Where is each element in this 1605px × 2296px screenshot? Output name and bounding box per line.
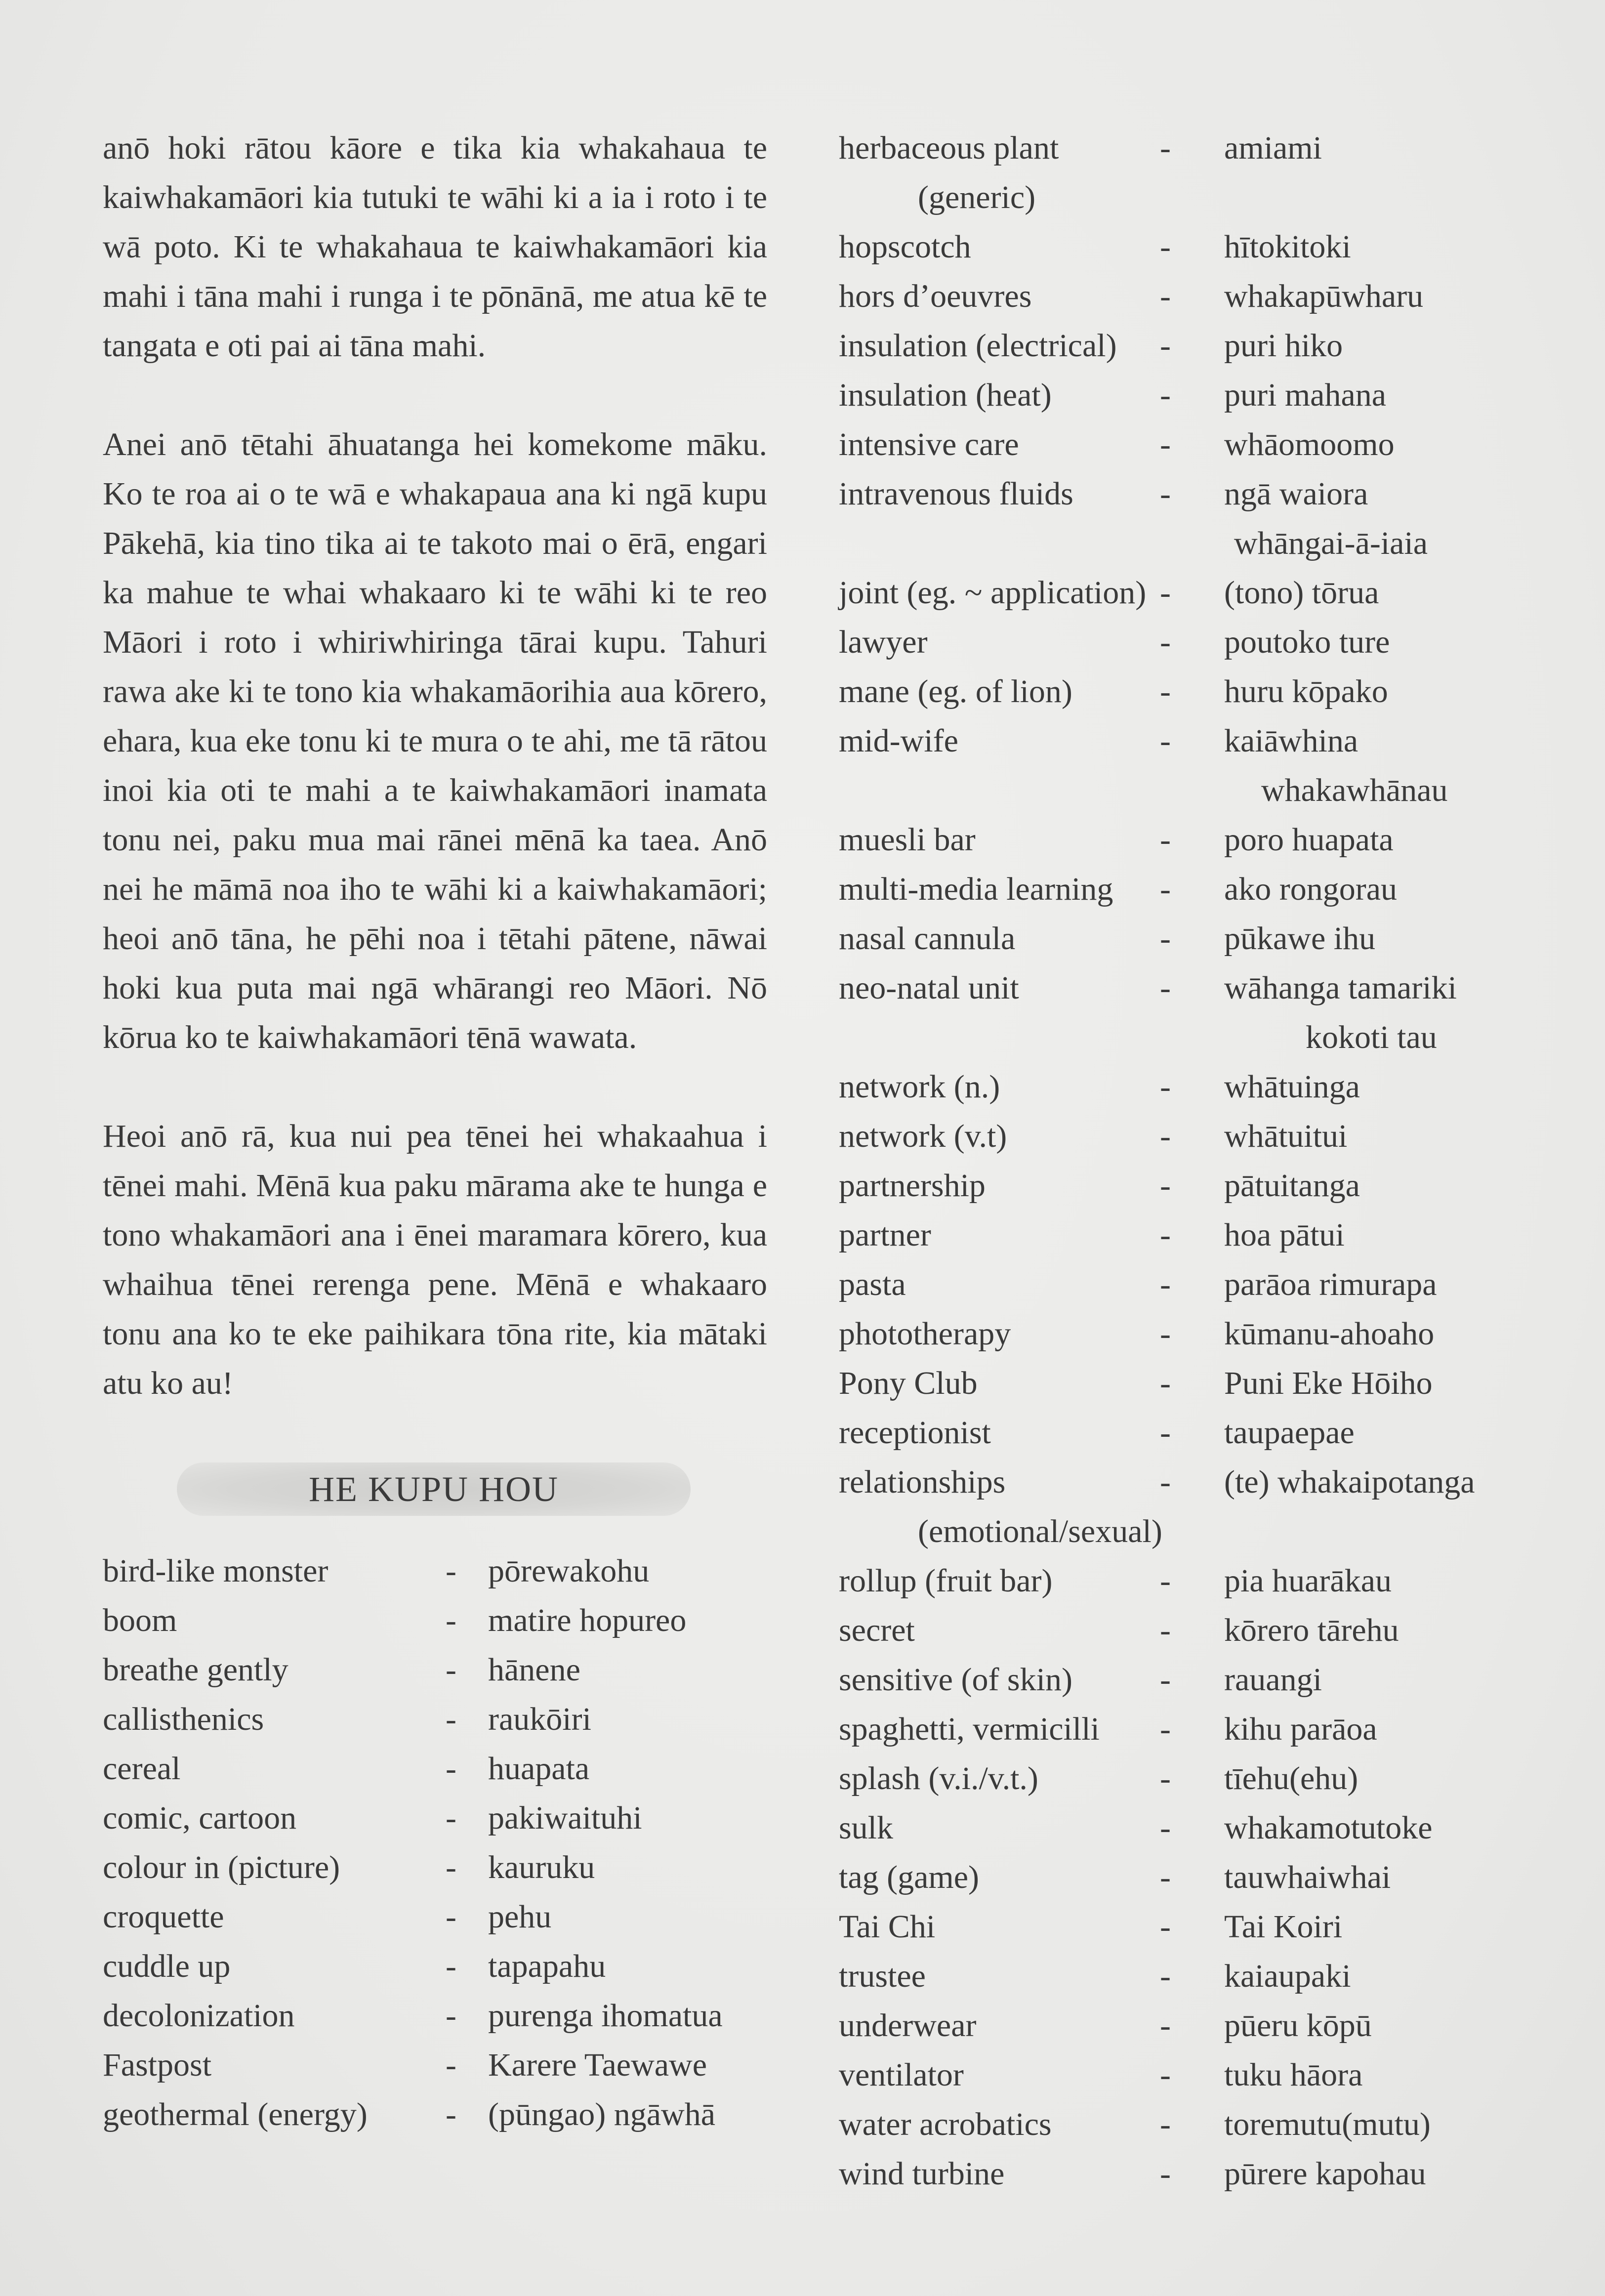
vocab-maori: kaiaupaki [1224, 1958, 1351, 1994]
vocab-english: tag (game) [839, 1859, 980, 1895]
vocab-dash: - [1160, 1415, 1171, 1451]
vocab-maori: ako rongorau [1224, 871, 1398, 907]
vocab-maori: (pūngao) ngāwhā [488, 2096, 716, 2132]
vocab-maori: pehu [488, 1899, 552, 1935]
vocab-row [839, 1062, 1530, 1112]
vocab-maori: Puni Eke Hōiho [1224, 1365, 1433, 1401]
vocab-english: insulation (heat) [839, 377, 1052, 413]
vocab-dash: - [1160, 970, 1171, 1006]
vocab-dash: - [1160, 1711, 1171, 1747]
vocab-row [839, 124, 1530, 173]
vocab-row [839, 2001, 1530, 2050]
vocab-english: network (n.) [839, 1069, 1000, 1105]
vocab-row [103, 1645, 767, 1695]
vocab-row [103, 1546, 767, 1596]
vocab-maori: pakiwaituhi [488, 1800, 642, 1836]
vocab-maori: matire hopureo [488, 1602, 687, 1638]
vocab-row [839, 469, 1530, 519]
vocab-english: cuddle up [103, 1948, 231, 1984]
section-heading-label: HE KUPU HOU [177, 1462, 691, 1516]
vocab-continuation: (emotional/sexual) [918, 1513, 1162, 1549]
vocab-row [839, 1853, 1530, 1902]
vocab-english: trustee [839, 1958, 926, 1994]
vocab-english: hopscotch [839, 229, 971, 265]
vocab-maori: pūkawe ihu [1224, 920, 1376, 957]
vocab-english: Fastpost [103, 2047, 212, 2083]
vocab-row [839, 1952, 1530, 2001]
vocab-row [839, 1211, 1530, 1260]
vocab-english: cereal [103, 1751, 181, 1787]
vocab-row [839, 1408, 1530, 1458]
vocab-maori: amiami [1224, 130, 1322, 166]
vocab-maori: purenga ihomatua [488, 1998, 723, 2034]
vocab-english: rollup (fruit bar) [839, 1563, 1053, 1599]
vocab-dash: - [1160, 2156, 1171, 2192]
vocab-maori: whakamotutoke [1224, 1810, 1433, 1846]
vocab-row [839, 815, 1530, 865]
vocab-english: joint (eg. ~ application) [839, 575, 1147, 611]
vocab-english: network (v.t) [839, 1118, 1007, 1154]
vocab-dash: - [1160, 1909, 1171, 1945]
vocab-maori: pōrewakohu [488, 1553, 650, 1589]
vocab-english: intensive care [839, 426, 1019, 462]
vocab-dash: - [1160, 1662, 1171, 1698]
vocab-maori: toremutu(mutu) [1224, 2106, 1431, 2142]
vocab-english: partner [839, 1217, 931, 1253]
vocab-english: mane (eg. of lion) [839, 673, 1072, 710]
vocab-english: comic, cartoon [103, 1800, 297, 1836]
vocab-maori: tuku hāora [1224, 2057, 1363, 2093]
vocab-dash: - [1160, 1612, 1171, 1648]
vocab-maori: huru kōpako [1224, 673, 1388, 710]
vocab-maori: puri mahana [1224, 377, 1387, 413]
vocab-english: insulation (electrical) [839, 328, 1117, 364]
vocab-dash: - [1160, 1316, 1171, 1352]
vocab-english: phototherapy [839, 1316, 1011, 1352]
vocab-dash: - [1160, 1760, 1171, 1796]
vocab-dash: - [1160, 822, 1171, 858]
vocab-dash: - [1160, 1365, 1171, 1401]
section-heading [103, 1462, 767, 1517]
vocab-row [839, 1161, 1530, 1211]
vocab-row [103, 2090, 767, 2139]
vocab-english: pasta [839, 1266, 906, 1302]
paragraph-2: Anei anō tētahi āhuatanga hei komekome māku. Ko te roa ai o te wā e whakapaua ana ki ngā kupu Pākehā, kia tino tika ai te takoto mai o ērā, engari ka mahue te whai whakaaro ki te wāhi ki te reo Māori i roto i whiriwhiringa tārai kupu. Tahuri rawa ake ki te tono kia whakamāorihia aua kōrero, ehara, kua eke tonu ki te mura o te ahi, me tā rātou inoi kia oti te mahi a te kaiwhakamāori inamata tonu nei, paku mua mai rānei mēnā ka taea. Anō nei he māmā noa iho te wāhi ki a kaiwhakamāori; heoi anō tāna, he pēhi noa i tētahi pātene, nāwai hoki kua puta mai ngā whārangi reo Māori. Nō kōrua ko te kaiwhakamāori tēnā wawata. [103, 426, 767, 1055]
vocab-maori: whātuitui [1224, 1118, 1348, 1154]
vocab-dash: - [1160, 1464, 1171, 1500]
vocab-row [839, 1458, 1530, 1507]
vocab-english: spaghetti, vermicilli [839, 1711, 1100, 1747]
vocab-english: Tai Chi [839, 1909, 936, 1945]
vocab-maori: (tono) tōrua [1224, 575, 1379, 611]
left-column [103, 124, 767, 2139]
vocab-row [839, 272, 1530, 321]
vocab-maori: hoa pātui [1224, 1217, 1345, 1253]
vocab-dash: - [1160, 723, 1171, 759]
vocab-row [839, 1309, 1530, 1359]
vocab-english: nasal cannula [839, 920, 1016, 957]
vocab-maori: wāhanga tamariki [1224, 970, 1457, 1006]
vocab-dash: - [1160, 426, 1171, 462]
vocab-row [839, 1803, 1530, 1853]
vocab-maori: Tai Koiri [1224, 1909, 1343, 1945]
vocab-row [839, 1556, 1530, 1606]
vocab-dash: - [1160, 2106, 1171, 2142]
vocab-dash: - [1160, 2057, 1171, 2093]
vocab-dash: - [1160, 575, 1171, 611]
vocab-dash: - [446, 1701, 456, 1737]
vocab-english: splash (v.i./v.t.) [839, 1760, 1038, 1796]
vocab-dash: - [1160, 2007, 1171, 2044]
vocab-english: intravenous fluids [839, 476, 1073, 512]
vocab-dash: - [1160, 1563, 1171, 1599]
vocab-maori: kaiāwhina [1224, 723, 1358, 759]
vocab-row [839, 1359, 1530, 1408]
vocab-english: sulk [839, 1810, 894, 1846]
vocab-maori: (te) whakaipotanga [1224, 1464, 1475, 1500]
vocab-english: wind turbine [839, 2156, 1005, 2192]
vocab-dash: - [446, 1899, 456, 1935]
vocab-english: ventilator [839, 2057, 964, 2093]
vocab-maori: ngā waiora [1224, 476, 1368, 512]
vocab-maori: poutoko ture [1224, 624, 1390, 660]
vocab-english: relationships [839, 1464, 1006, 1500]
paragraph-3: Heoi anō rā, kua nui pea tēnei hei whakaahua i tēnei mahi. Mēnā kua paku mārama ake te hunga e tono whakamāori ana i ēnei maramara kōrero, kua whaihua tēnei rerenga pene. Mēnā e whakaaro tonu ana ko te eke paihikara tōna rite, kia mātaki atu ko au! [103, 1118, 767, 1401]
vocab-dash: - [446, 1751, 456, 1787]
vocab-maori: tīehu(ehu) [1224, 1760, 1358, 1796]
vocab-dash: - [446, 2047, 456, 2083]
vocab-maori: pūrere kapohau [1224, 2156, 1426, 2192]
vocab-dash: - [1160, 278, 1171, 314]
vocab-maori: parāoa rimurapa [1224, 1266, 1437, 1302]
vocab-maori: pia huarākau [1224, 1563, 1392, 1599]
vocab-dash: - [1160, 673, 1171, 710]
vocab-maori: huapata [488, 1751, 590, 1787]
vocab-english: secret [839, 1612, 915, 1648]
vocab-row [839, 2100, 1530, 2149]
vocab-dash: - [1160, 1859, 1171, 1895]
vocab-dash: - [1160, 229, 1171, 265]
vocab-row [103, 1695, 767, 1744]
vocab-dash: - [446, 2096, 456, 2132]
vocab-maori: poro huapata [1224, 822, 1394, 858]
vocab-dash: - [1160, 1810, 1171, 1846]
vocab-english: croquette [103, 1899, 224, 1935]
vocab-row [839, 1655, 1530, 1705]
vocab-list-left [103, 1546, 767, 2139]
vocab-row [839, 1112, 1530, 1161]
vocab-maori: tauwhaiwhai [1224, 1859, 1391, 1895]
vocab-row [839, 716, 1530, 766]
vocab-row [839, 667, 1530, 716]
vocab-english: Pony Club [839, 1365, 978, 1401]
vocab-maori: whāomoomo [1224, 426, 1395, 462]
vocab-continuation: (generic) [918, 179, 1036, 215]
vocab-row [103, 1942, 767, 1991]
vocab-row [839, 1705, 1530, 1754]
vocab-maori: taupaepae [1224, 1415, 1355, 1451]
vocab-row [839, 1754, 1530, 1803]
vocab-row [103, 1596, 767, 1645]
vocab-maori: whātuinga [1224, 1069, 1360, 1105]
vocab-maori: kōrero tārehu [1224, 1612, 1399, 1648]
vocab-english: partnership [839, 1168, 986, 1204]
vocab-english: decolonization [103, 1998, 295, 2034]
vocab-english: bird-like monster [103, 1553, 329, 1589]
vocab-dash: - [446, 1849, 456, 1885]
vocab-row [103, 1843, 767, 1892]
vocab-row [839, 618, 1530, 667]
vocab-row [839, 371, 1530, 420]
vocab-dash: - [446, 1948, 456, 1984]
vocab-english: lawyer [839, 624, 928, 660]
vocab-english: multi-media learning [839, 871, 1113, 907]
vocab-row [839, 914, 1530, 963]
vocab-row [103, 2041, 767, 2090]
vocab-maori: puri hiko [1224, 328, 1343, 364]
vocab-english: callisthenics [103, 1701, 264, 1737]
paragraph-1: anō hoki rātou kāore e tika kia whakahaua te kaiwhakamāori kia tutuki te wāhi ki a ia i roto i te wā poto. Ki te whakahaua te kaiwhakamāori kia mahi i tāna mahi i runga i te pōnānā, me atua kē te tangata e oti pai ai tāna mahi. [103, 130, 767, 364]
vocab-row [103, 1794, 767, 1843]
vocab-english: muesli bar [839, 822, 976, 858]
vocab-english: breathe gently [103, 1652, 288, 1688]
vocab-english: geothermal (energy) [103, 2096, 368, 2132]
vocab-row [839, 568, 1530, 618]
vocab-maori: Karere Taewawe [488, 2047, 707, 2083]
vocab-english: neo-natal unit [839, 970, 1019, 1006]
vocab-dash: - [1160, 871, 1171, 907]
vocab-dash: - [446, 1602, 456, 1638]
vocab-dash: - [1160, 476, 1171, 512]
vocab-maori: raukōiri [488, 1701, 591, 1737]
vocab-maori: pātuitanga [1224, 1168, 1360, 1204]
vocab-dash: - [1160, 1217, 1171, 1253]
vocab-dash: - [1160, 1958, 1171, 1994]
vocab-dash: - [1160, 920, 1171, 957]
vocab-dash: - [1160, 624, 1171, 660]
vocab-dash: - [446, 1800, 456, 1836]
vocab-english: mid-wife [839, 723, 958, 759]
vocab-dash: - [1160, 328, 1171, 364]
vocab-maori: pūeru kōpū [1224, 2007, 1372, 2044]
vocab-dash: - [446, 1998, 456, 2034]
vocab-row [839, 222, 1530, 272]
vocab-dash: - [1160, 1168, 1171, 1204]
vocab-english: herbaceous plant [839, 130, 1059, 166]
vocab-maori: rauangi [1224, 1662, 1322, 1698]
vocab-dash: - [1160, 130, 1171, 166]
vocab-row [839, 963, 1530, 1013]
vocab-english: boom [103, 1602, 177, 1638]
vocab-continuation: whāngai-ā-iaia [1234, 525, 1428, 561]
vocab-row [839, 1606, 1530, 1655]
vocab-maori: tapapahu [488, 1948, 606, 1984]
right-column [839, 124, 1530, 2199]
vocab-maori: hānene [488, 1652, 580, 1688]
vocab-english: sensitive (of skin) [839, 1662, 1072, 1698]
vocab-row [839, 2149, 1530, 2199]
vocab-maori: hītokitoki [1224, 229, 1351, 265]
vocab-maori: kūmanu-ahoaho [1224, 1316, 1435, 1352]
vocab-row [839, 865, 1530, 914]
vocab-row [839, 321, 1530, 371]
vocab-maori: kihu parāoa [1224, 1711, 1377, 1747]
vocab-row [839, 2050, 1530, 2100]
vocab-continuation: kokoti tau [1306, 1019, 1437, 1055]
vocab-dash: - [446, 1652, 456, 1688]
vocab-row [103, 1991, 767, 2041]
vocab-english: water acrobatics [839, 2106, 1052, 2142]
vocab-continuation: whakawhānau [1261, 772, 1448, 808]
vocab-dash: - [1160, 1266, 1171, 1302]
vocab-dash: - [446, 1553, 456, 1589]
vocab-row [839, 1902, 1530, 1952]
vocab-row [103, 1744, 767, 1794]
vocab-english: underwear [839, 2007, 977, 2044]
vocab-row [839, 420, 1530, 469]
vocab-english: colour in (picture) [103, 1849, 340, 1885]
vocab-dash: - [1160, 377, 1171, 413]
vocab-dash: - [1160, 1118, 1171, 1154]
vocab-maori: whakapūwharu [1224, 278, 1424, 314]
vocab-english: hors d’oeuvres [839, 278, 1032, 314]
vocab-row [103, 1892, 767, 1942]
vocab-dash: - [1160, 1069, 1171, 1105]
vocab-maori: kauruku [488, 1849, 595, 1885]
vocab-english: receptionist [839, 1415, 991, 1451]
vocab-row [839, 1260, 1530, 1309]
